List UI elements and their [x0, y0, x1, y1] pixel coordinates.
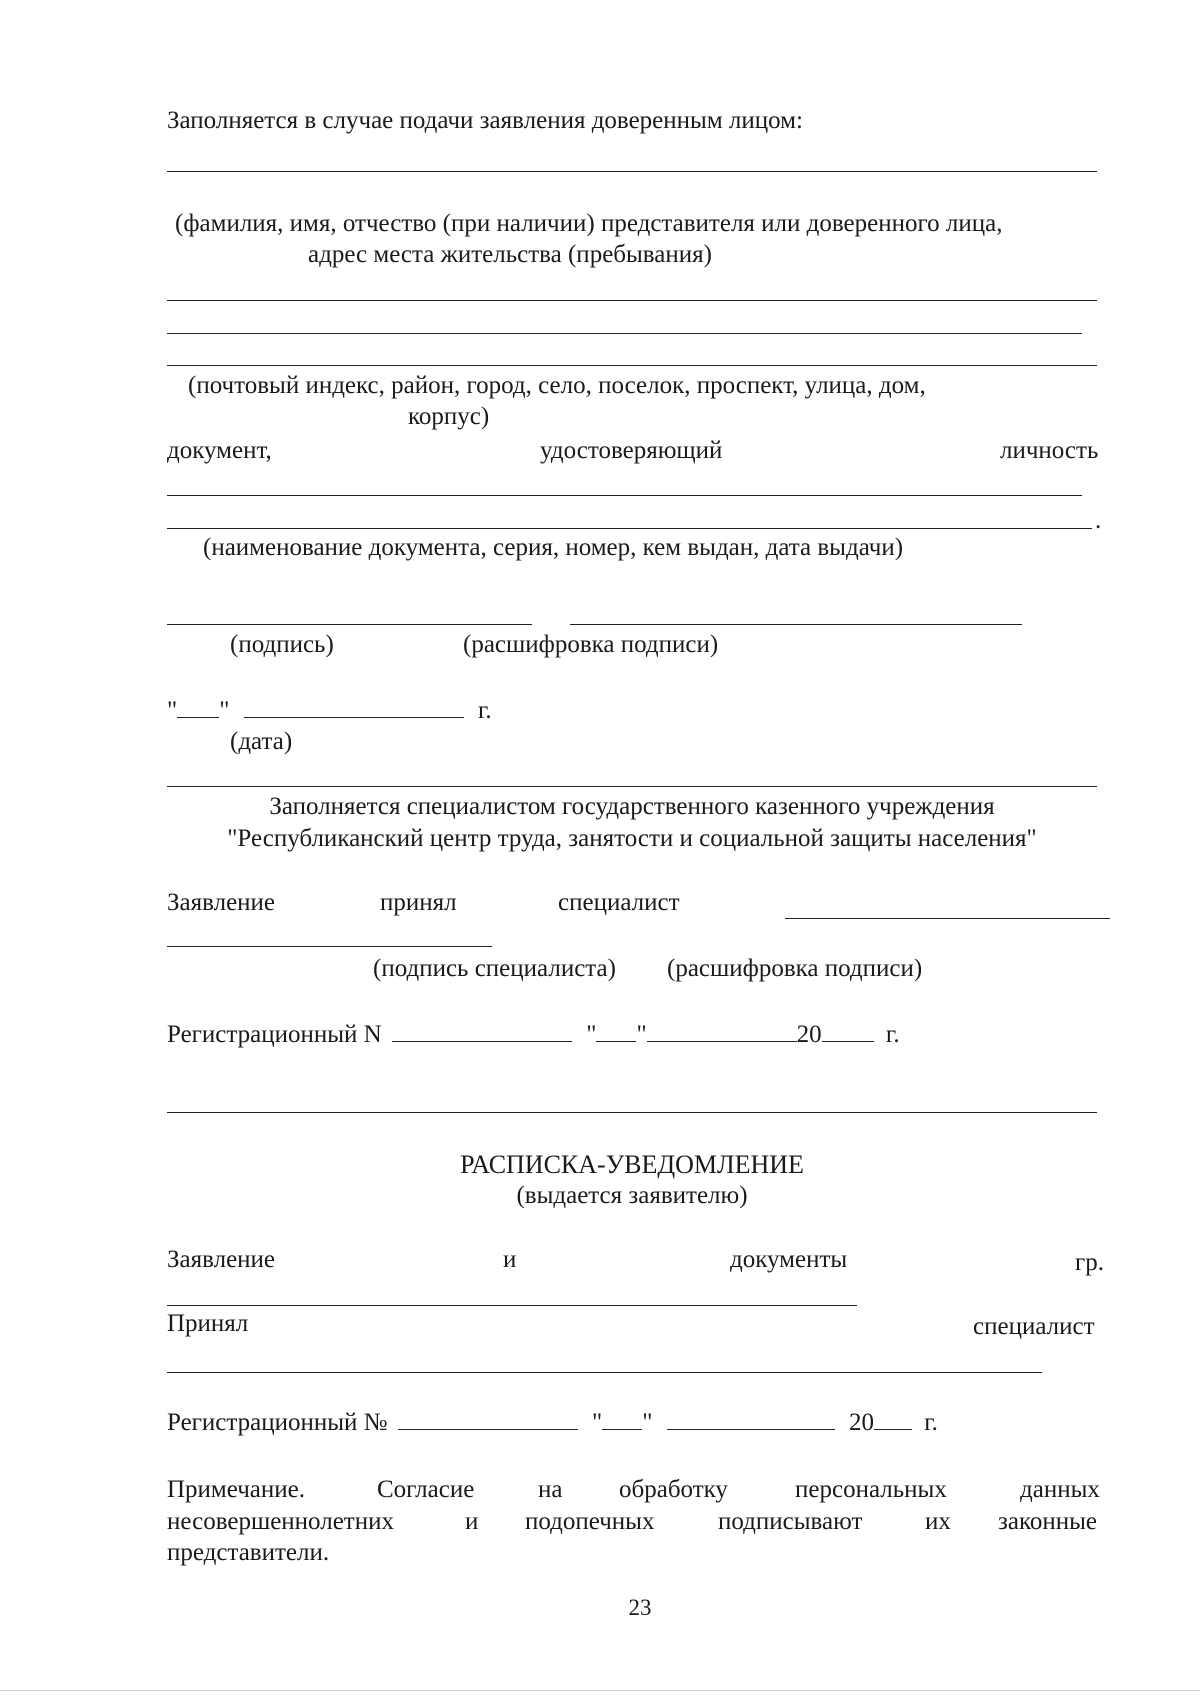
note-word: на — [538, 1476, 563, 1503]
signature-decode-caption: (расшифровка подписи) — [463, 631, 719, 658]
date-year-suffix: г. — [477, 697, 492, 724]
id-doc-period: . — [1095, 507, 1102, 534]
receipt-word-3: документы — [730, 1246, 848, 1273]
receipt-specialist-label: специалист — [973, 1313, 1095, 1340]
specialist-header-2: "Республиканский центр труда, занятости и социальной защиты населения" — [227, 825, 1037, 852]
reg-month-blank — [647, 1023, 797, 1042]
address-caption-2: корпус) — [408, 403, 490, 430]
accepted-word-3: специалист — [558, 889, 680, 916]
specialist-signature-line — [785, 918, 1110, 919]
date-caption: (дата) — [230, 728, 293, 755]
receipt-year-suffix: г. — [924, 1409, 938, 1436]
address-caption-1: (почтовый индекс, район, город, село, поселок, проспект, улица, дом, — [188, 372, 926, 399]
note-word: подписывают — [718, 1508, 863, 1535]
reg-close-quote: " — [636, 1021, 647, 1048]
reg-number-blank — [392, 1023, 572, 1042]
receipt-title: РАСПИСКА-УВЕДОМЛЕНИЕ — [460, 1150, 804, 1179]
receipt-word-2: и — [503, 1246, 517, 1273]
proxy-name-caption-2: адрес места жительства (пребывания) — [308, 241, 712, 268]
id-doc-word-3: личность — [1000, 437, 1099, 464]
note-word: данных — [1020, 1476, 1100, 1503]
signature-line — [167, 624, 532, 625]
id-doc-line-2 — [167, 528, 1092, 529]
accepted-word-2: принял — [380, 889, 457, 916]
date-day-blank — [177, 699, 219, 718]
reg-year-prefix: 20 — [796, 1021, 822, 1048]
receipt-word-1: Заявление — [167, 1246, 276, 1273]
id-doc-word-1: документ, — [167, 437, 272, 464]
note-word: несовершеннолетних — [167, 1508, 394, 1535]
proxy-name-line — [167, 171, 1097, 172]
receipt-close-quote: " — [642, 1409, 653, 1436]
id-doc-caption: (наименование документа, серия, номер, кем выдан, дата выдачи) — [203, 534, 904, 561]
note-line-3: представители. — [167, 1539, 330, 1566]
signature-decode-line — [570, 624, 1022, 625]
receipt-reg-number-blank — [398, 1411, 578, 1430]
date-open-quote: " — [167, 697, 178, 724]
note-word: их — [925, 1508, 951, 1535]
receipt-month-blank — [667, 1411, 835, 1430]
receipt-open-quote: " — [592, 1409, 603, 1436]
note-word: подопечных — [525, 1508, 655, 1535]
receipt-reg-row — [167, 1410, 938, 1435]
receipt-year-blank — [874, 1411, 912, 1430]
signature-caption: (подпись) — [230, 631, 334, 658]
note-word: Согласие — [377, 1476, 475, 1503]
proxy-date-row — [167, 698, 492, 723]
date-month-blank — [244, 699, 464, 718]
receipt-word-4: гр. — [1075, 1249, 1105, 1276]
specialist-header-1: Заполняется специалистом государственного казенного учреждения — [269, 793, 995, 820]
note-word: обработку — [619, 1476, 728, 1503]
id-doc-line-1 — [167, 495, 1082, 496]
specialist-signature-caption: (подпись специалиста) — [373, 955, 616, 982]
reg-year-blank — [822, 1023, 874, 1042]
reg-year-suffix: г. — [885, 1021, 900, 1048]
proxy-name-caption-1: (фамилия, имя, отчество (при наличии) представителя или доверенного лица, — [175, 210, 1003, 237]
receipt-reg-label: Регистрационный № — [167, 1409, 388, 1436]
specialist-decode-line — [167, 946, 492, 947]
id-doc-word-2: удостоверяющий — [540, 437, 723, 464]
note-word: и — [465, 1508, 479, 1535]
receipt-specialist-line — [167, 1372, 1042, 1373]
receipt-subtitle: (выдается заявителю) — [516, 1182, 748, 1209]
note-word: Примечание. — [167, 1476, 306, 1503]
proxy-intro: Заполняется в случае подачи заявления доверенным лицом: — [167, 107, 803, 134]
note-word: персональных — [795, 1476, 947, 1503]
receipt-year-prefix: 20 — [848, 1409, 874, 1436]
accepted-word-1: Заявление — [167, 889, 276, 916]
address-line-1 — [167, 300, 1097, 301]
page-number: 23 — [628, 1595, 652, 1620]
address-line-2 — [167, 333, 1082, 334]
reg-day-blank — [596, 1023, 636, 1042]
reg-label: Регистрационный N — [167, 1021, 382, 1048]
section-divider-1 — [167, 786, 1097, 787]
specialist-reg-row — [167, 1022, 900, 1047]
receipt-accepted-label: Принял — [167, 1310, 249, 1337]
address-line-3 — [167, 365, 1097, 366]
date-close-quote: " — [219, 697, 230, 724]
receipt-citizen-line — [167, 1305, 857, 1306]
section-divider-2 — [167, 1112, 1097, 1113]
specialist-decode-caption: (расшифровка подписи) — [667, 955, 923, 982]
reg-open-quote: " — [586, 1021, 597, 1048]
receipt-day-blank — [602, 1411, 642, 1430]
note-word: законные — [998, 1508, 1097, 1535]
scan-edge-line — [0, 1690, 1200, 1691]
